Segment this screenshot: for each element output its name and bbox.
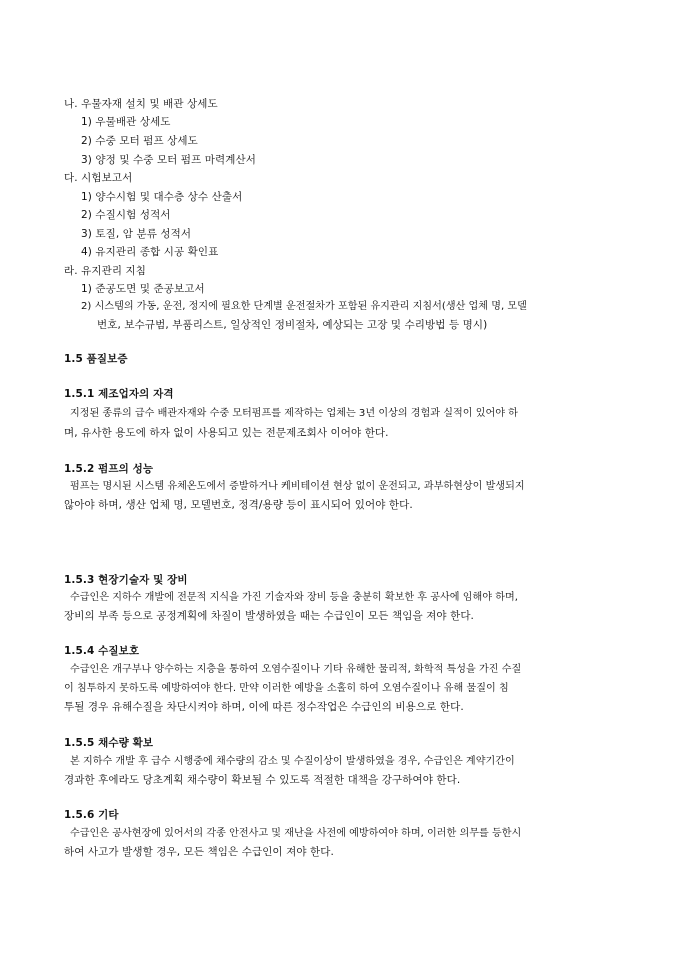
na-item-1: 1) 우물배관 상세도 <box>81 116 171 128</box>
s6-line-1: 수급인은 공사현장에 있어서의 각종 안전사고 및 재난을 사전에 예방하여야 하며, 이러한 의무를 등한시 <box>70 828 522 839</box>
section-ra-title: 라. 유지관리 지침 <box>64 265 147 277</box>
ra-item-1: 1) 준공도면 및 준공보고서 <box>81 283 205 295</box>
ra-item-2-line-2: 번호, 보수규범, 부품리스트, 일상적인 정비절차, 예상되는 고장 및 수리방법 등 명시) <box>97 319 488 331</box>
s5-line-1: 본 지하수 개발 후 급수 시행중에 채수량의 감소 및 수질이상이 발생하였을 경우, 수급인은 계약기간이 <box>70 756 515 767</box>
s6-line-2: 하여 사고가 발생할 경우, 모든 책임은 수급인이 져야 한다. <box>64 846 334 858</box>
s3-line-1: 수급인은 지하수 개발에 전문적 지식을 가진 기술자와 장비 등을 충분히 확보한 후 공사에 임해야 하며, <box>70 592 518 603</box>
s1-line-1: 지정된 종류의 급수 배관자재와 수중 모터펌프를 제작하는 업체는 3년 이상의 경험과 실적이 있어야 하 <box>70 408 518 419</box>
s5-title: 1.5.5 채수량 확보 <box>64 737 154 749</box>
da-item-3: 3) 토질, 암 분류 성적서 <box>81 228 192 240</box>
s2-line-2: 않아야 하며, 생산 업체 명, 모델번호, 정격/용량 등이 표시되어 있어야 한다. <box>64 499 413 511</box>
s3-title: 1.5.3 현장기술자 및 장비 <box>64 574 188 586</box>
s6-title: 1.5.6 기타 <box>64 809 119 821</box>
section-na-title: 나. 우물자재 설치 및 배관 상세도 <box>64 98 218 110</box>
da-item-2: 2) 수질시험 성적서 <box>81 209 171 221</box>
na-item-2: 2) 수중 모터 펌프 상세도 <box>81 135 198 147</box>
s4-line-1: 수급인은 개구부나 양수하는 지층을 통하여 오염수질이나 기타 유해한 물리적, 화학적 특성을 가진 수질 <box>70 664 522 675</box>
s1-line-2: 며, 유사한 용도에 하자 없이 사용되고 있는 전문제조회사 이어야 한다. <box>64 427 389 439</box>
da-item-1: 1) 양수시험 및 대수층 상수 산출서 <box>81 191 243 203</box>
da-item-4: 4) 유지관리 종합 시공 확인표 <box>81 246 219 258</box>
s4-title: 1.5.4 수질보호 <box>64 645 140 657</box>
s4-line-2: 이 침투하지 못하도록 예방하여야 한다. 만약 이러한 예방을 소홀히 하여 오염수질이나 유해 물질이 침 <box>64 683 509 694</box>
s5-line-2: 경과한 후에라도 당초계획 채수량이 확보될 수 있도록 적절한 대책을 강구하여야 한다. <box>64 774 461 786</box>
s2-line-1: 펌프는 명시된 시스템 유체온도에서 증발하거나 케비테이션 현상 없이 운전되고, 과부하현상이 발생되지 <box>70 481 525 492</box>
section-da-title: 다. 시험보고서 <box>64 172 133 184</box>
quality-title: 1.5 품질보증 <box>64 353 128 365</box>
s2-title: 1.5.2 펌프의 성능 <box>64 463 154 475</box>
ra-item-2-line-1: 2) 시스템의 가동, 운전, 정지에 필요한 단계별 운전절차가 포함된 유지관리 지침서(생산 업체 명, 모델 <box>81 301 527 312</box>
s3-line-2: 장비의 부족 등으로 공정계획에 차질이 발생하였을 때는 수급인이 모든 책임을 져야 한다. <box>64 610 474 622</box>
s4-line-3: 투될 경우 유해수질을 차단시켜야 하며, 이에 따른 정수작업은 수급인의 비용으로 한다. <box>64 701 464 713</box>
na-item-3: 3) 양정 및 수중 모터 펌프 마력계산서 <box>81 154 257 166</box>
s1-title: 1.5.1 제조업자의 자격 <box>64 388 174 400</box>
